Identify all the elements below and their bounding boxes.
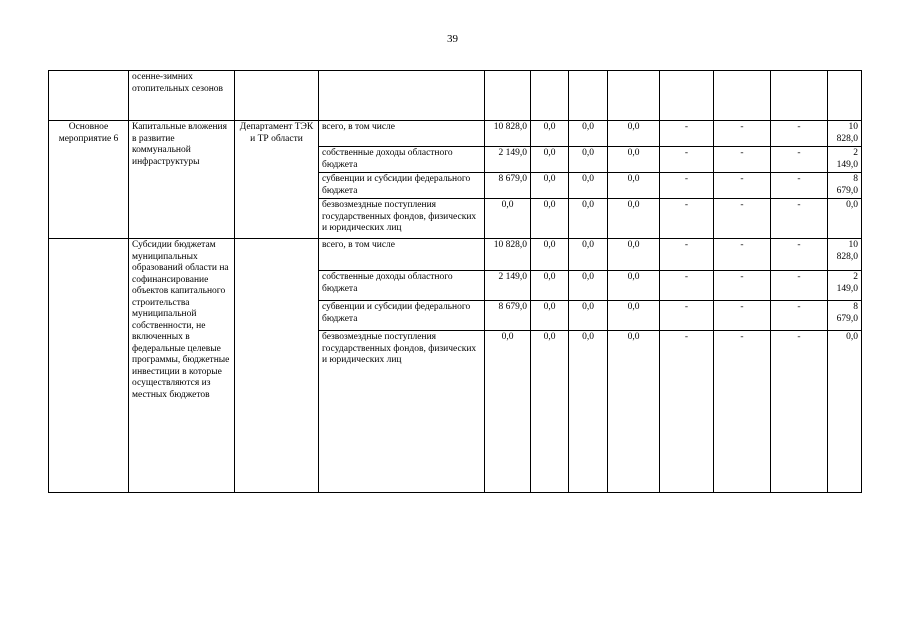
value-cell: 8 679,0 [828,301,862,331]
measure-cell: Основное мероприятие 6 [49,121,129,239]
value-cell: 8 679,0 [485,173,531,199]
value-cell: - [714,301,771,331]
value-cell: 2 149,0 [485,147,531,173]
value-cell: - [660,239,714,271]
value-cell: - [714,147,771,173]
value-cell: 10 828,0 [485,239,531,271]
value-cell: - [660,199,714,239]
value-cell: 0,0 [828,331,862,493]
value-cell: 10 828,0 [485,121,531,147]
value-cell: - [771,121,828,147]
source-cell: собственные доходы областного бюджета [319,147,485,173]
value-cell: - [660,331,714,493]
value-cell: 0,0 [608,199,660,239]
source-cell: субвенции и субсидии федерального бюджета [319,173,485,199]
value-cell: - [771,239,828,271]
value-cell: 0,0 [485,331,531,493]
value-cell: 0,0 [569,121,608,147]
value-cell: 0,0 [531,173,569,199]
value-cell: 0,0 [531,121,569,147]
value-cell: 10 828,0 [828,239,862,271]
value-cell: - [660,173,714,199]
value-cell: - [714,199,771,239]
value-cell: 0,0 [608,331,660,493]
value-cell: 2 149,0 [485,271,531,301]
value-cell [608,71,660,121]
value-cell: - [714,239,771,271]
value-cell: 0,0 [569,331,608,493]
value-cell: 0,0 [569,199,608,239]
value-cell: - [771,199,828,239]
value-cell: 0,0 [608,173,660,199]
value-cell: 0,0 [569,239,608,271]
value-cell: 2 149,0 [828,271,862,301]
value-cell: 0,0 [531,331,569,493]
name-cell: осенне-зимних отопительных сезонов [129,71,235,121]
name-cell: Капитальные вложения в развитие коммунальной инфраструктуры [129,121,235,239]
value-cell: 0,0 [531,301,569,331]
name-cell: Субсидии бюджетам муниципальных образований области на софинансирование объектов капитального строительства муниципальной собственности, не включенных в федеральные целевые программы, бюджетные инвестиции в которые осуществляются из местных бюджетов [129,239,235,493]
value-cell: - [771,301,828,331]
value-cell: - [714,121,771,147]
value-cell [485,71,531,121]
value-cell: 0,0 [531,199,569,239]
value-cell: 2 149,0 [828,147,862,173]
value-cell: - [714,173,771,199]
value-cell: 0,0 [569,173,608,199]
source-cell: безвозмездные поступления государственных фондов, физических и юридических лиц [319,199,485,239]
org-cell [235,71,319,121]
measure-cell [49,239,129,493]
org-cell: Департамент ТЭК и ТР области [235,121,319,239]
value-cell: - [660,121,714,147]
value-cell [569,71,608,121]
value-cell: - [660,147,714,173]
value-cell: 0,0 [608,147,660,173]
value-cell: 0,0 [531,147,569,173]
value-cell: 8 679,0 [485,301,531,331]
page-number: 39 [447,33,458,45]
source-cell [319,71,485,121]
table-row [49,239,862,271]
value-cell: 0,0 [531,239,569,271]
value-cell [771,71,828,121]
value-cell: 0,0 [569,271,608,301]
value-cell: 0,0 [608,239,660,271]
value-cell [660,71,714,121]
value-cell: 0,0 [569,147,608,173]
value-cell: 0,0 [608,301,660,331]
value-cell: - [771,173,828,199]
value-cell: 10 828,0 [828,121,862,147]
value-cell: - [660,301,714,331]
value-cell: 0,0 [608,121,660,147]
value-cell: 0,0 [531,271,569,301]
source-cell: собственные доходы областного бюджета [319,271,485,301]
value-cell [714,71,771,121]
value-cell [828,71,862,121]
value-cell: - [660,271,714,301]
measure-cell [49,71,129,121]
value-cell: 0,0 [569,301,608,331]
value-cell: - [771,147,828,173]
source-cell: всего, в том числе [319,239,485,271]
value-cell [531,71,569,121]
value-cell: 0,0 [828,199,862,239]
value-cell: - [771,271,828,301]
value-cell: - [714,271,771,301]
source-cell: всего, в том числе [319,121,485,147]
table-row [49,121,862,147]
source-cell: субвенции и субсидии федерального бюджета [319,301,485,331]
table-row-continued [49,71,862,121]
org-cell [235,239,319,493]
value-cell: 0,0 [485,199,531,239]
value-cell: - [771,331,828,493]
source-cell: безвозмездные поступления государственных фондов, физических и юридических лиц [319,331,485,493]
value-cell: 0,0 [608,271,660,301]
value-cell: 8 679,0 [828,173,862,199]
value-cell: - [714,331,771,493]
budget-table [48,70,862,493]
